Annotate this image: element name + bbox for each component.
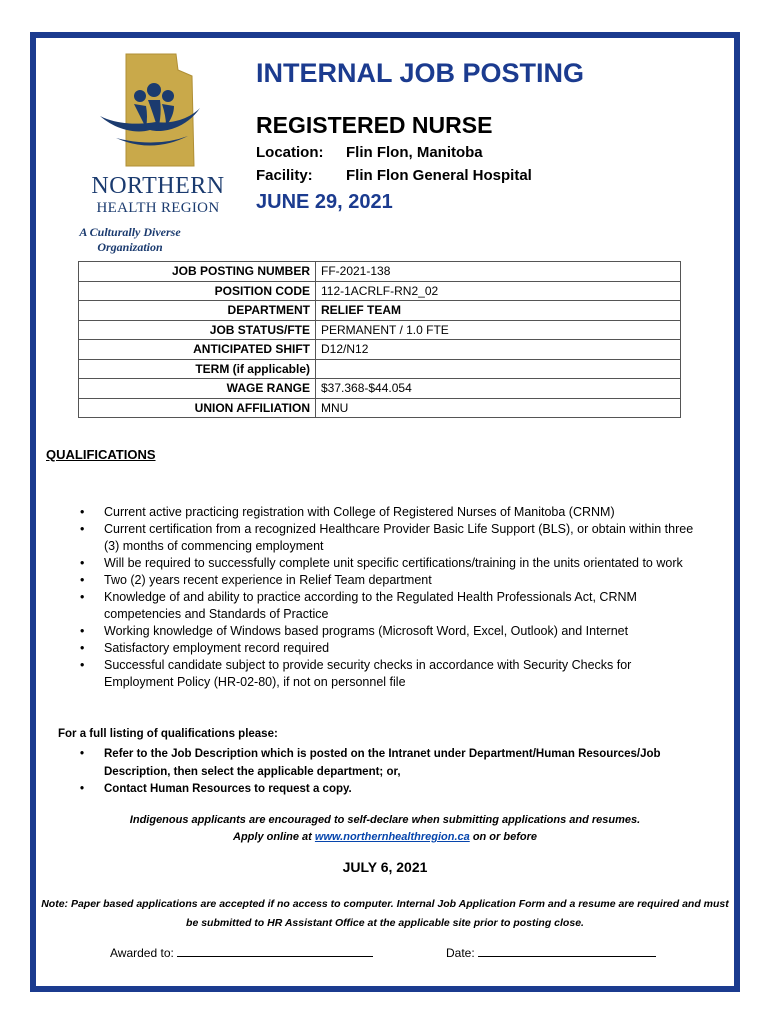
table-label: JOB STATUS/FTE [79,320,316,340]
facility-label: Facility: [256,167,313,184]
list-item: • Working knowledge of Windows based programs (Microsoft Word, Excel, Outlook) and Internet [80,623,700,640]
table-row [79,359,681,379]
table-label: UNION AFFILIATION [79,398,316,418]
logo-name-line1: NORTHERN [91,173,225,199]
table-value: 112-1ACRLF-RN2_02 [316,281,681,301]
posting-date: JUNE 29, 2021 [256,191,393,213]
apply-line [40,829,730,846]
logo-name-line2: HEALTH REGION [96,200,220,216]
table-row [79,398,681,418]
table-label: ANTICIPATED SHIFT [79,340,316,360]
list-item: • Will be required to successfully complete unit specific certifications/training in the units orientated to work [80,555,700,572]
paper-application-note: Note: Paper based applications are accepted if no access to computer. Internal Job Application Form and a resume are required and must be submitted to HR Assistant Office at the applicable site prior to posting close. [41,898,729,929]
awarded-to-field [110,945,373,960]
website-link[interactable]: www.northernhealthregion.ca [314,831,470,843]
logo-tagline: A Culturally Diverse Organization [79,225,181,254]
list-item: • Current active practicing registration with College of Registered Nurses of Manitoba (CRNM) [80,504,700,521]
table-value: FF-2021-138 [316,262,681,282]
logo-wordmark [78,174,238,216]
table-label: WAGE RANGE [79,379,316,399]
apply-suffix: on or before [472,831,537,843]
table-value: RELIEF TEAM [316,301,681,321]
table-value: $37.368-$44.054 [316,379,681,399]
location-value: Flin Flon, Manitoba [346,144,483,161]
table-label: JOB POSTING NUMBER [79,262,316,282]
application-instructions [40,812,730,846]
list-item: • Current certification from a recognized Healthcare Provider Basic Life Support (BLS), or obtain within three (3) months of commencing employment [80,521,700,555]
date-line[interactable] [478,945,656,957]
date-label: Date: [446,946,475,960]
list-item: • Successful candidate subject to provide security checks in accordance with Security Checks for Employment Policy (HR-02-80), if not on personnel file [80,657,700,691]
facility-value: Flin Flon General Hospital [346,167,532,184]
apply-prefix: Apply online at [233,831,312,843]
location-row [256,144,483,161]
qualifications-list [80,504,700,691]
table-value [316,359,681,379]
table-value: D12/N12 [316,340,681,360]
table-row [79,379,681,399]
table-label: DEPARTMENT [79,301,316,321]
list-item: • Refer to the Job Description which is posted on the Intranet under Department/Human Resources/Job Description, then select the applicable department; or, [80,746,700,781]
closing-date: JULY 6, 2021 [342,859,428,875]
table-row [79,340,681,360]
facility-row [256,167,532,184]
list-item: • Satisfactory employment record required [80,640,700,657]
date-field [446,945,656,960]
awarded-to-label: Awarded to: [110,946,174,960]
table-label: TERM (if applicable) [79,359,316,379]
full-listing-heading: For a full listing of qualifications please: [58,728,278,740]
awarded-to-line[interactable] [177,945,373,957]
table-value: PERMANENT / 1.0 FTE [316,320,681,340]
full-listing-list [80,746,700,799]
table-label: POSITION CODE [79,281,316,301]
table-row [79,281,681,301]
job-info-table [78,261,681,418]
manitoba-people-logo-icon [96,50,206,172]
list-item: • Knowledge of and ability to practice according to the Regulated Health Professionals Act, CRNM competencies and Standards of Practice [80,589,700,623]
location-label: Location: [256,144,324,161]
table-row [79,301,681,321]
list-item: • Two (2) years recent experience in Relief Team department [80,572,700,589]
table-row [79,262,681,282]
page-title: INTERNAL JOB POSTING [256,58,585,88]
table-value: MNU [316,398,681,418]
indigenous-note: Indigenous applicants are encouraged to self-declare when submitting applications and resumes. [129,814,641,826]
list-item: • Contact Human Resources to request a copy. [80,781,700,799]
qualifications-heading: QUALIFICATIONS [46,447,156,462]
position-title: REGISTERED NURSE [256,112,493,138]
table-row [79,320,681,340]
